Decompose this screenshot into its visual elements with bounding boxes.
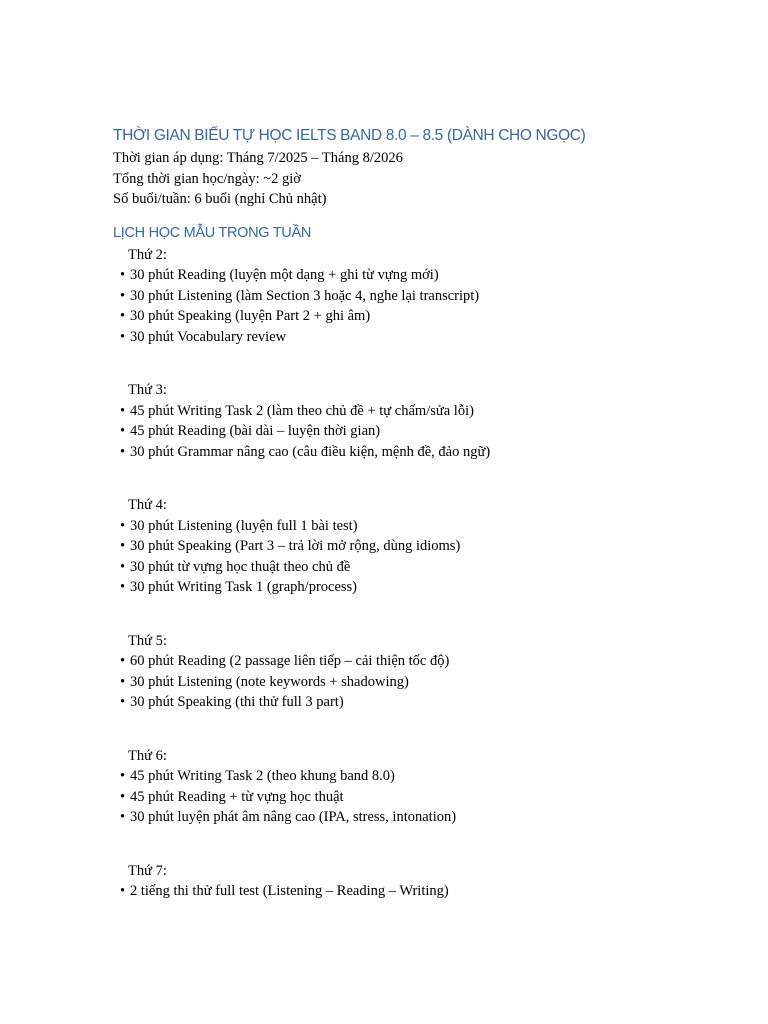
task-text: 45 phút Reading (bài dài – luyện thời gian) bbox=[130, 423, 381, 439]
day-label: Thứ 5: bbox=[128, 632, 167, 649]
bullet-icon: • bbox=[120, 538, 126, 554]
task-text: 45 phút Writing Task 2 (làm theo chủ đề + tự chấm/sửa lỗi) bbox=[130, 402, 474, 419]
day-block bbox=[113, 631, 733, 713]
bullet-icon: • bbox=[120, 443, 126, 460]
list-item bbox=[113, 557, 733, 578]
list-item bbox=[113, 672, 733, 693]
task-text: 30 phút Listening (note keywords + shadowing) bbox=[130, 673, 409, 690]
day-label: Thứ 2: bbox=[128, 246, 167, 263]
day-task-list bbox=[113, 766, 733, 828]
list-item bbox=[113, 787, 733, 808]
section-heading-weekly-schedule: LỊCH HỌC MẪU TRONG TUẦN bbox=[113, 224, 311, 241]
list-item bbox=[113, 306, 733, 327]
list-item bbox=[113, 651, 733, 672]
day-block bbox=[113, 861, 733, 902]
day-label: Thứ 3: bbox=[128, 382, 167, 398]
bullet-icon: • bbox=[120, 517, 126, 534]
task-text: 60 phút Reading (2 passage liên tiếp – cải thiện tốc độ) bbox=[130, 653, 450, 669]
meta-sessions-per-week: Số buổi/tuần: 6 buổi (nghỉ Chủ nhật) bbox=[113, 191, 327, 207]
bullet-icon: • bbox=[120, 788, 126, 805]
list-item bbox=[113, 442, 733, 463]
task-text: 30 phút từ vựng học thuật theo chủ đề bbox=[130, 558, 351, 575]
task-text: 30 phút Listening (làm Section 3 hoặc 4, nghe lại transcript) bbox=[130, 287, 480, 304]
task-text: 2 tiếng thi thử full test (Listening – Reading – Writing) bbox=[130, 883, 449, 899]
bullet-icon: • bbox=[120, 694, 126, 710]
day-task-list bbox=[113, 881, 733, 902]
list-item bbox=[113, 807, 733, 828]
bullet-icon: • bbox=[120, 883, 126, 899]
task-text: 30 phút Vocabulary review bbox=[130, 328, 287, 345]
list-item bbox=[113, 692, 733, 713]
task-text: 30 phút Speaking (thi thử full 3 part) bbox=[130, 694, 344, 710]
bullet-icon: • bbox=[120, 267, 126, 283]
bullet-icon: • bbox=[120, 423, 126, 439]
task-text: 30 phút Writing Task 1 (graph/process) bbox=[130, 579, 358, 595]
bullet-icon: • bbox=[120, 328, 126, 345]
bullet-icon: • bbox=[120, 673, 126, 690]
list-item bbox=[113, 881, 733, 902]
meta-daily-hours: Tổng thời gian học/ngày: ~2 giờ bbox=[113, 170, 301, 187]
task-text: 30 phút Speaking (Part 3 – trả lời mở rộng, dùng idioms) bbox=[130, 538, 461, 554]
day-block bbox=[113, 380, 733, 462]
day-task-list bbox=[113, 401, 733, 463]
day-task-list bbox=[113, 651, 733, 713]
bullet-icon: • bbox=[120, 558, 126, 575]
day-block bbox=[113, 746, 733, 828]
day-label: Thứ 4: bbox=[128, 497, 167, 513]
bullet-icon: • bbox=[120, 653, 126, 669]
day-task-list bbox=[113, 516, 733, 598]
bullet-icon: • bbox=[120, 287, 126, 304]
list-item bbox=[113, 327, 733, 348]
document-title: THỜI GIAN BIỂU TỰ HỌC IELTS BAND 8.0 – 8.5 (DÀNH CHO NGỌC) bbox=[113, 127, 586, 144]
list-item bbox=[113, 577, 733, 598]
list-item bbox=[113, 516, 733, 537]
list-item bbox=[113, 766, 733, 787]
day-label: Thứ 6: bbox=[128, 747, 167, 764]
task-text: 30 phút Grammar nâng cao (câu điều kiện, mệnh đề, đảo ngữ) bbox=[130, 443, 491, 460]
task-text: 45 phút Reading + từ vựng học thuật bbox=[130, 788, 344, 805]
bullet-icon: • bbox=[120, 402, 126, 419]
day-block bbox=[113, 495, 733, 598]
task-text: 30 phút Speaking (luyện Part 2 + ghi âm) bbox=[130, 308, 371, 324]
day-block bbox=[113, 245, 733, 348]
task-text: 30 phút Listening (luyện full 1 bài test) bbox=[130, 517, 358, 534]
list-item bbox=[113, 421, 733, 442]
bullet-icon: • bbox=[120, 809, 126, 825]
list-item bbox=[113, 536, 733, 557]
bullet-icon: • bbox=[120, 768, 126, 784]
meta-application-period: Thời gian áp dụng: Tháng 7/2025 – Tháng 8/2026 bbox=[113, 150, 403, 166]
task-text: 30 phút luyện phát âm nâng cao (IPA, stress, intonation) bbox=[130, 809, 457, 825]
day-label: Thứ 7: bbox=[128, 862, 167, 879]
weekly-schedule bbox=[113, 245, 733, 902]
list-item bbox=[113, 401, 733, 422]
list-item bbox=[113, 265, 733, 286]
bullet-icon: • bbox=[120, 579, 126, 595]
task-text: 30 phút Reading (luyện một dạng + ghi từ vựng mới) bbox=[130, 267, 439, 283]
day-task-list bbox=[113, 265, 733, 347]
bullet-icon: • bbox=[120, 308, 126, 324]
list-item bbox=[113, 286, 733, 307]
document-page bbox=[113, 124, 733, 902]
task-text: 45 phút Writing Task 2 (theo khung band 8.0) bbox=[130, 768, 395, 784]
